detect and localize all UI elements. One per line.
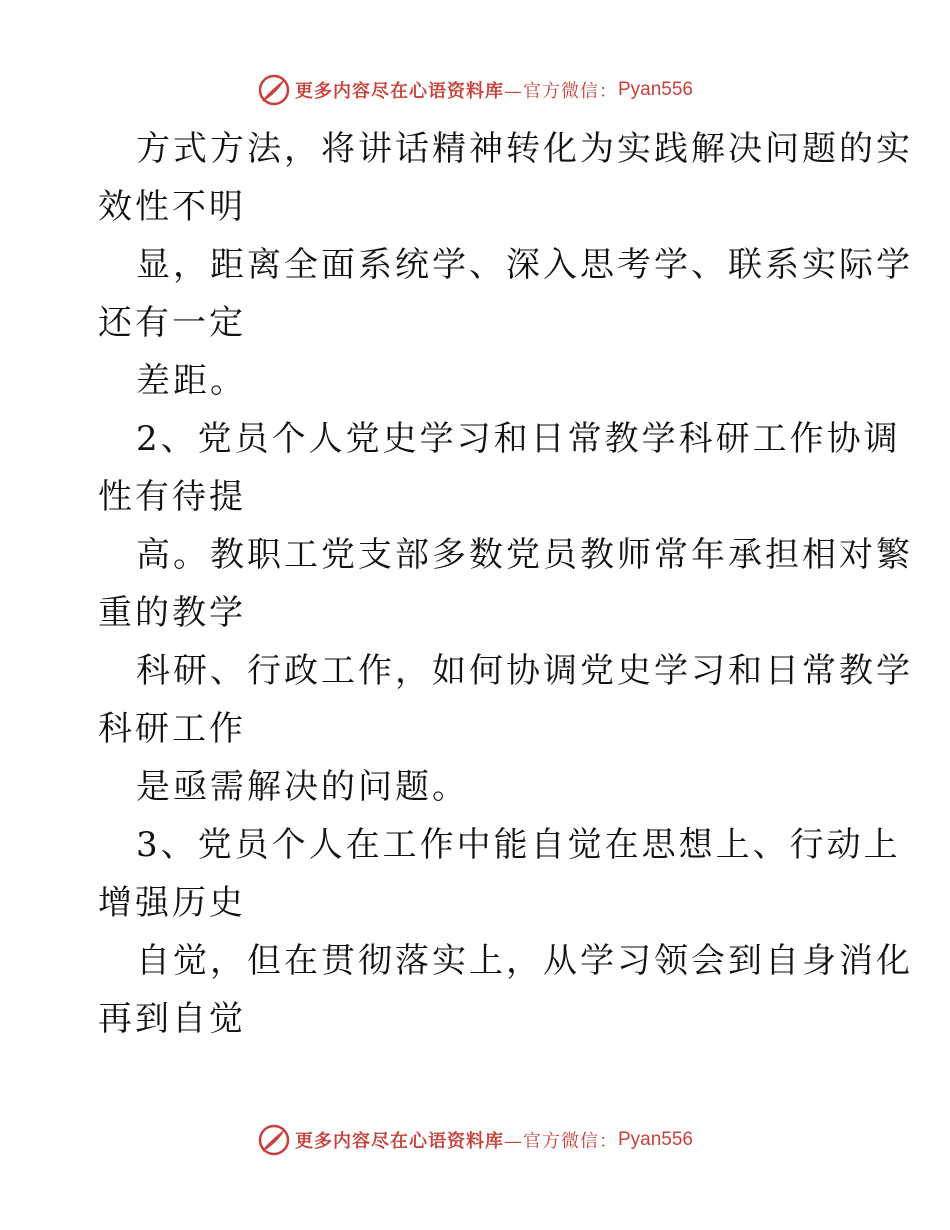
wechat-id: Pyan556 [617,1129,693,1150]
header-banner [0,70,950,110]
text-line: 增强历史 [98,883,246,923]
text-line: 2、党员个人党史学习和日常教学科研工作协调 [136,419,901,459]
quill-logo-icon [257,1123,291,1157]
text-line: 自觉，但在贯彻落实上，从学习领会到自身消化 [136,941,913,981]
wechat-id: Pyan556 [617,79,693,100]
official-wechat-label: —官方微信： [503,81,618,102]
text-line: 科研工作 [98,709,246,749]
text-line: 再到自觉 [98,999,246,1039]
official-wechat-label: —官方微信： [503,1131,618,1152]
text-line: 3、党员个人在工作中能自觉在思想上、行动上 [136,825,901,865]
text-line: 方式方法，将讲话精神转化为实践解决问题的实 [136,129,913,169]
text-line: 是亟需解决的问题。 [136,767,469,807]
site-name: 更多内容尽在心语资料库 [294,81,504,102]
site-name: 更多内容尽在心语资料库 [294,1131,504,1152]
text-line: 效性不明 [98,187,246,227]
text-line: 显，距离全面系统学、深入思考学、联系实际学 [136,245,913,285]
text-line: 性有待提 [98,477,246,517]
text-line: 重的教学 [98,593,246,633]
quill-logo-icon [257,73,291,107]
footer-banner [0,1120,950,1160]
text-line: 科研、行政工作，如何协调党史学习和日常教学 [136,651,913,691]
document-body [98,120,913,1048]
text-line: 高。教职工党支部多数党员教师常年承担相对繁 [136,535,913,575]
text-line: 还有一定 [98,303,246,343]
text-line: 差距。 [136,361,247,401]
